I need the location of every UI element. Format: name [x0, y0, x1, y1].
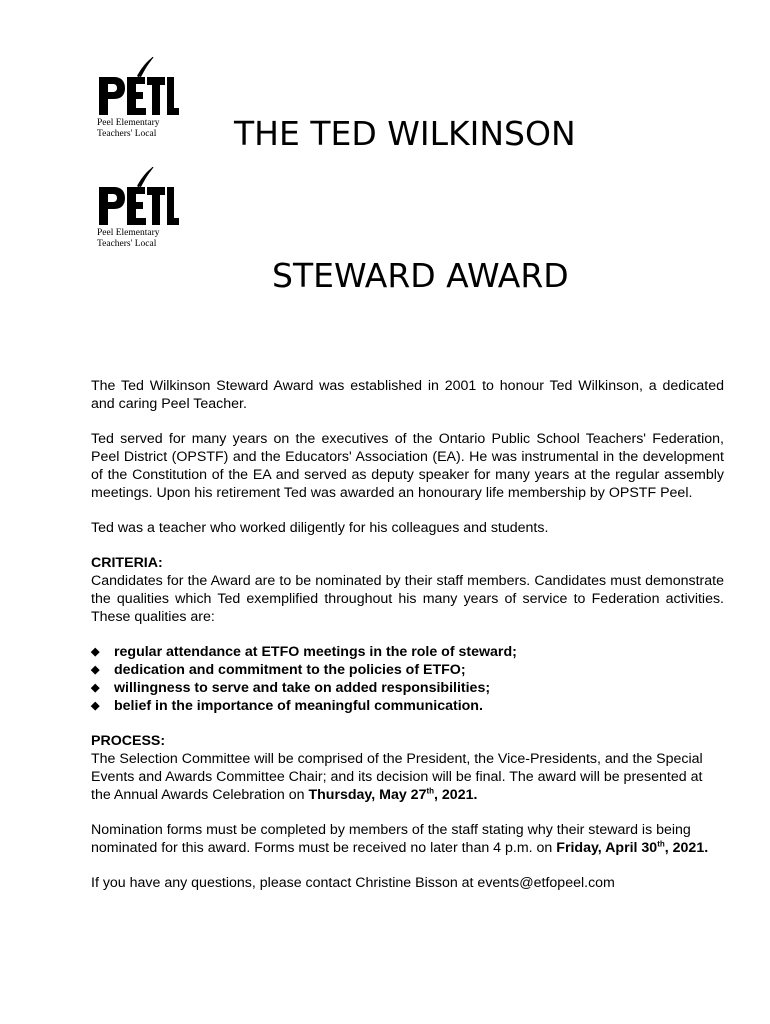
petl-logo: [97, 57, 181, 139]
nomination-paragraph: Nomination forms must be completed by members of the staff stating why their steward is being nominated for this award. Forms must be received no later than 4 p.m. on Friday, April 30th, 2021.: [91, 822, 709, 856]
process-text: The Selection Committee will be comprised of the President, the Vice-Presidents, and the Special Events and Awards Committee Chair; and its decision will be final. The award will be presented at the Annual Awards Celebration on: [91, 751, 703, 803]
logo-subtitle-1: Peel Elementary: [97, 228, 160, 238]
logo-subtitle-2: Teachers' Local: [97, 239, 157, 249]
criteria-heading: CRITERIA:: [91, 555, 163, 571]
process-heading: PROCESS:: [91, 733, 166, 749]
petl-logo-mark: [97, 57, 179, 117]
qualities-list: [91, 643, 724, 715]
criteria-section: [91, 554, 724, 626]
diamond-bullet-icon: ◆: [91, 664, 100, 676]
teacher-paragraph: Ted was a teacher who worked diligently for his colleagues and students.: [91, 520, 549, 536]
page-title-line-1: THE TED WILKINSON: [234, 114, 576, 153]
logo-subtitle-2: Teachers' Local: [97, 129, 157, 139]
petl-logo-mark: [97, 167, 179, 227]
deadline-date: Friday, April 30: [556, 840, 658, 856]
document-body: [91, 377, 724, 909]
history-paragraph: Ted served for many years on the executives of the Ontario Public School Teachers' Federation, Peel District (OPSTF) and the Educators' Association (EA). He was instrumental in the development of the Constitution of the EA and served as deputy speaker for many years at the regular assembly meetings. Upon his retirement Ted was awarded an honourary life membership by OPSTF Peel.: [91, 431, 724, 501]
celebration-date: Thursday, May 27: [308, 787, 427, 803]
diamond-bullet-icon: ◆: [91, 682, 100, 694]
criteria-text: Candidates for the Award are to be nominated by their staff members. Candidates must demonstrate the qualities which Ted exemplified throughout his many years of service to Federation activities. These qualities are:: [91, 573, 724, 625]
process-section: PROCESS: The Selection Committee will be comprised of the President, the Vice-Presidents, and the Special Events and Awards Committee Chair; and its decision will be final. The award will be presented at the Annual Awards Celebration on Thursday, May 27th, 2021.: [91, 732, 724, 804]
contact-paragraph: If you have any questions, please contact Christine Bisson at events@etfopeel.com: [91, 875, 615, 891]
logo-subtitle-1: Peel Elementary: [97, 118, 160, 128]
intro-paragraph: The Ted Wilkinson Steward Award was established in 2001 to honour Ted Wilkinson, a dedicated and caring Peel Teacher.: [91, 378, 724, 412]
list-item: ◆ belief in the importance of meaningful communication.: [91, 698, 483, 714]
page-title-line-2: STEWARD AWARD: [272, 256, 569, 295]
nomination-text: Nomination forms must be completed by members of the staff stating why their steward is being nominated for this award. Forms must be received no later than 4 p.m. on: [91, 822, 691, 856]
list-item: ◆ willingness to serve and take on added responsibilities;: [91, 680, 491, 696]
diamond-bullet-icon: ◆: [91, 700, 100, 712]
list-item: ◆ dedication and commitment to the policies of ETFO;: [91, 662, 466, 678]
diamond-bullet-icon: ◆: [91, 646, 100, 658]
petl-logo: [97, 167, 181, 249]
list-item: ◆ regular attendance at ETFO meetings in the role of steward;: [91, 644, 517, 660]
